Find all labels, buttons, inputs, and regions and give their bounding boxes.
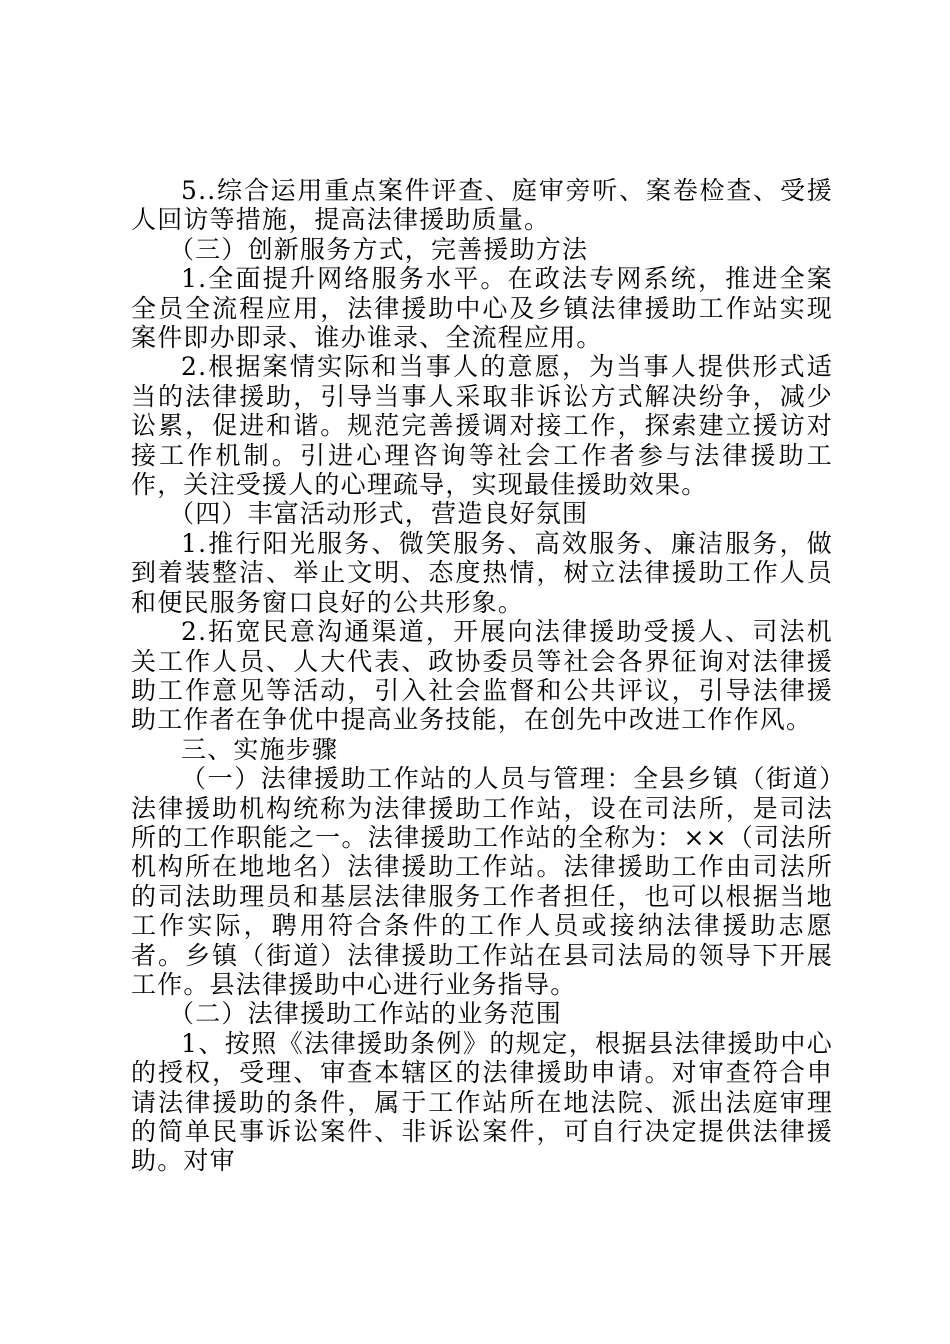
section-heading-innovate-service: （三）创新服务方式，完善援助方法 xyxy=(169,234,589,264)
paragraph-station-staffing: （一）法律援助工作站的人员与管理：全县乡镇（街道）法律援助机构统称为法律援助工作站，设在司法所，是司法所的工作职能之一。法律援助工作站的全称为：××（司法所机构所在地地名）法律援助工作站。法律援助工作由司法所的司法助理员和基层法律服务工作者担任，也可以根据当地工作实际，聘用符合条件的工作人员或接纳法律援助志愿者。乡镇（街道）法律援助工作站在县司法局的领导下开展工作。县法律援助中心进行业务指导。 xyxy=(131,764,833,999)
document-body xyxy=(131,176,833,1176)
section-heading-enrich-activities: （四）丰富活动形式，营造良好氛围 xyxy=(169,499,589,529)
paragraph-regulation-scope: 1、按照《法律援助条例》的规定，根据县法律援助中心的授权，受理、审查本辖区的法律援助申请。对审查符合申请法律援助的条件，属于工作站所在地法院、派出法庭审理的简单民事诉讼案件、非诉讼案件，可自行决定提供法律援助。对审 xyxy=(131,1028,833,1176)
paragraph-appropriate-aid: 2.根据案情实际和当事人的意愿，为当事人提供形式适当的法律援助，引导当事人采取非诉讼方式解决纷争，减少讼累，促进和谐。规范完善援调对接工作，探索建立援访对接工作机制。引进心理咨询等社会工作者参与法律援助工作，关注受援人的心理疏导，实现最佳援助效果。 xyxy=(131,352,833,500)
paragraph-public-opinion: 2.拓宽民意沟通渠道，开展向法律援助受援人、司法机关工作人员、人大代表、政协委员等社会各界征询对法律援助工作意见等活动，引入社会监督和公共评议，引导法律援助工作者在争优中提高业务技能，在创先中改进工作作风。 xyxy=(131,617,833,735)
paragraph-network-service: 1.全面提升网络服务水平。在政法专网系统，推进全案全员全流程应用，法律援助中心及乡镇法律援助工作站实现案件即办即录、谁办谁录、全流程应用。 xyxy=(131,264,833,353)
paragraph-quality-measures: 5..综合运用重点案件评查、庭审旁听、案卷检查、受援人回访等措施，提高法律援助质量。 xyxy=(131,176,833,235)
paragraph-sunshine-service: 1.推行阳光服务、微笑服务、高效服务、廉洁服务，做到着装整洁、举止文明、态度热情，树立法律援助工作人员和便民服务窗口良好的公共形象。 xyxy=(131,528,833,617)
section-heading-business-scope: （二）法律援助工作站的业务范围 xyxy=(169,999,563,1029)
section-heading-implementation-steps: 三、实施步骤 xyxy=(181,734,339,764)
